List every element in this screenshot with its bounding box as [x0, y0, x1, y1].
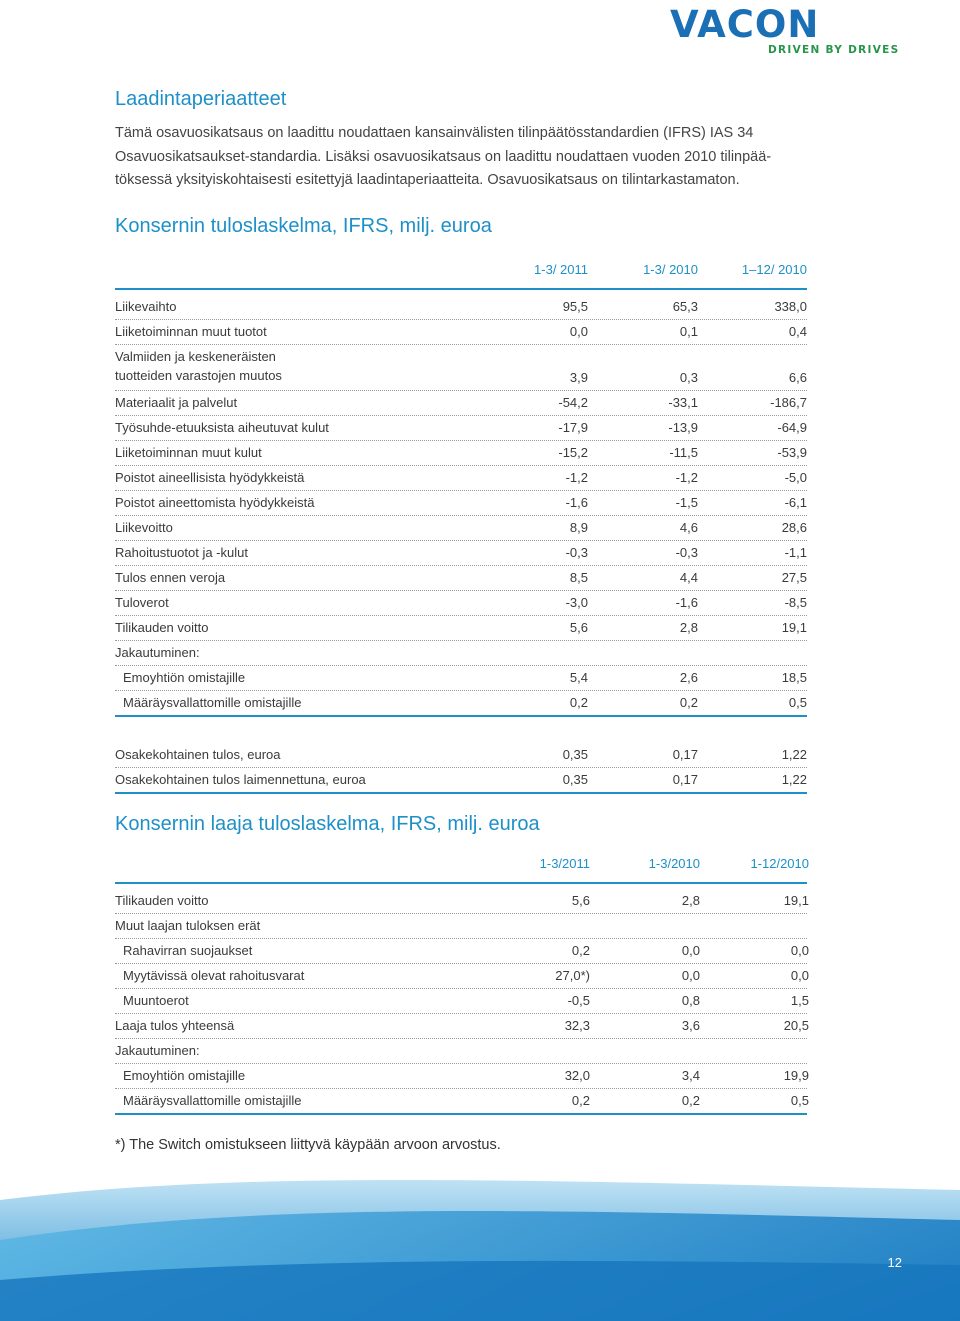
cell-value: 5,6: [569, 620, 588, 635]
cell-value: 5,4: [569, 670, 588, 685]
cell-value: 0,35: [562, 747, 588, 762]
cell-value: -1,6: [675, 595, 698, 610]
cell-value: -53,9: [777, 445, 807, 460]
row-label: Tulos ennen veroja: [115, 570, 226, 585]
row-label: Liiketoiminnan muut kulut: [115, 445, 262, 460]
logo-wordmark: VACON: [670, 4, 820, 46]
cell-value: 8,9: [569, 520, 588, 535]
intro-line: Osavuosikatsaukset-standardia. Lisäksi osavuosikatsaus on laadittu noudattaen vuoden 2010 tilinpää-: [115, 148, 772, 165]
column-header: 1-3/ 2010: [643, 262, 698, 277]
cell-value: -0,5: [567, 993, 590, 1008]
cell-value: 0,0: [569, 324, 588, 339]
page-number: 12: [887, 1255, 902, 1270]
comprehensive-income-table: [115, 856, 807, 1115]
table-row: [115, 691, 807, 717]
row-label: Materiaalit ja palvelut: [115, 395, 238, 410]
cell-value: 0,17: [672, 772, 698, 787]
cell-value: 0,5: [788, 695, 807, 710]
cell-value: 6,6: [788, 370, 807, 385]
table-header: [115, 856, 807, 884]
cell-value: -186,7: [770, 395, 807, 410]
cell-value: 1,5: [790, 993, 809, 1008]
cell-value: 0,0: [681, 943, 700, 958]
cell-value: 0,3: [679, 370, 698, 385]
table-row: [115, 964, 807, 989]
table-row: [115, 345, 807, 391]
cell-value: -0,3: [565, 545, 588, 560]
cell-value: -64,9: [777, 420, 807, 435]
cell-value: 0,2: [571, 943, 590, 958]
table-row: [115, 616, 807, 641]
cell-value: -1,5: [675, 495, 698, 510]
cell-value: 0,5: [790, 1093, 809, 1108]
cell-value: 27,0*): [555, 968, 590, 983]
column-header: 1-12/2010: [750, 856, 809, 871]
cell-value: 8,5: [569, 570, 588, 585]
cell-value: -3,0: [565, 595, 588, 610]
table-row: [115, 743, 807, 768]
row-label: Jakautuminen:: [115, 645, 200, 660]
cell-value: 0,17: [672, 747, 698, 762]
table-row: [115, 516, 807, 541]
table-row: [115, 466, 807, 491]
cell-value: -17,9: [558, 420, 588, 435]
table-row: [115, 491, 807, 516]
row-label: Määräysvallattomille omistajille: [123, 695, 302, 710]
table-row: [115, 914, 807, 939]
row-label: Tuloverot: [115, 595, 169, 610]
table-row: [115, 1089, 807, 1115]
table-row: [115, 416, 807, 441]
cell-value: 3,9: [569, 370, 588, 385]
table-header: [115, 262, 807, 290]
row-label: Tilikauden voitto: [115, 620, 209, 635]
cell-value: 0,2: [569, 695, 588, 710]
column-header: 1-3/ 2011: [534, 262, 588, 277]
table-row: [115, 441, 807, 466]
cell-value: -54,2: [558, 395, 588, 410]
cell-value: 3,6: [681, 1018, 700, 1033]
cell-value: 27,5: [781, 570, 807, 585]
table-row: [115, 939, 807, 964]
cell-value: -15,2: [558, 445, 588, 460]
row-label: Liikevaihto: [115, 299, 177, 314]
row-label: Osakekohtainen tulos, euroa: [115, 747, 281, 762]
cell-value: 20,5: [783, 1018, 809, 1033]
cell-value: 19,1: [783, 893, 809, 908]
table-row: [115, 1014, 807, 1039]
row-label: Rahavirran suojaukset: [123, 943, 253, 958]
cell-value: 4,6: [679, 520, 698, 535]
cell-value: 0,1: [679, 324, 698, 339]
intro-line: töksessä yksityiskohtaisesti esitettyjä laadintaperiaatteita. Osavuosikatsaus on tilintarkastamaton.: [115, 172, 740, 188]
cell-value: -33,1: [668, 395, 698, 410]
cell-value: 0,0: [790, 943, 809, 958]
cell-value: -5,0: [784, 470, 807, 485]
row-label: Emoyhtiön omistajille: [123, 670, 246, 685]
cell-value: 3,4: [681, 1068, 700, 1083]
cell-value: 4,4: [679, 570, 698, 585]
table-row: [115, 1039, 807, 1064]
table-row: [115, 591, 807, 616]
table-row: [115, 391, 807, 416]
cell-value: 5,6: [571, 893, 590, 908]
row-label-line: Valmiiden ja keskeneräisten: [115, 349, 276, 364]
row-label: Poistot aineettomista hyödykkeistä: [115, 495, 315, 510]
row-label: Työsuhde-etuuksista aiheutuvat kulut: [115, 420, 329, 435]
table-row: [115, 1064, 807, 1089]
row-label: [115, 347, 282, 385]
cell-value: -8,5: [784, 595, 807, 610]
row-label-line: tuotteiden varastojen muutos: [115, 368, 282, 383]
footer-wave-band: [0, 1170, 960, 1321]
cell-value: 32,0: [564, 1068, 590, 1083]
footnote: *) The Switch omistukseen liittyvä käypään arvoon arvostus.: [115, 1137, 501, 1153]
cell-value: 0,2: [681, 1093, 700, 1108]
cell-value: -1,2: [675, 470, 698, 485]
cell-value: -0,3: [675, 545, 698, 560]
intro-paragraph: [115, 122, 825, 193]
row-label: Myytävissä olevat rahoitusvarat: [123, 968, 305, 983]
cell-value: 2,8: [679, 620, 698, 635]
row-label: Jakautuminen:: [115, 1043, 200, 1058]
table-row: [115, 768, 807, 794]
cell-value: 18,5: [781, 670, 807, 685]
cell-value: 2,8: [681, 893, 700, 908]
row-label: Liikevoitto: [115, 520, 173, 535]
cell-value: 0,35: [562, 772, 588, 787]
cell-value: 1,22: [781, 747, 807, 762]
table-row: [115, 295, 807, 320]
row-label: Tilikauden voitto: [115, 893, 209, 908]
cell-value: 65,3: [672, 299, 698, 314]
cell-value: 19,1: [781, 620, 807, 635]
cell-value: -1,1: [784, 545, 807, 560]
row-label: Emoyhtiön omistajille: [123, 1068, 246, 1083]
vacon-logo: [668, 4, 900, 56]
cell-value: 32,3: [564, 1018, 590, 1033]
cell-value: 1,22: [781, 772, 807, 787]
section-heading-principles: Laadintaperiaatteet: [115, 88, 287, 110]
row-label: Rahoitustuotot ja -kulut: [115, 545, 248, 560]
row-label: Osakekohtainen tulos laimennettuna, euroa: [115, 772, 366, 787]
cell-value: -1,6: [565, 495, 588, 510]
section-heading-income-statement: Konsernin tuloslaskelma, IFRS, milj. euroa: [115, 215, 492, 237]
logo-tagline: DRIVEN BY DRIVES: [768, 44, 900, 56]
cell-value: 338,0: [774, 299, 807, 314]
cell-value: 19,9: [783, 1068, 809, 1083]
cell-value: 0,0: [790, 968, 809, 983]
cell-value: 0,0: [681, 968, 700, 983]
cell-value: 0,2: [571, 1093, 590, 1108]
row-label: Liiketoiminnan muut tuotot: [115, 324, 267, 339]
cell-value: 28,6: [781, 520, 807, 535]
cell-value: 0,4: [788, 324, 807, 339]
row-label: Muut laajan tuloksen erät: [115, 918, 261, 933]
row-label: Määräysvallattomille omistajille: [123, 1093, 302, 1108]
row-label: Poistot aineellisista hyödykkeistä: [115, 470, 305, 485]
cell-value: 0,8: [681, 993, 700, 1008]
table-row: [115, 320, 807, 345]
intro-line: Tämä osavuosikatsaus on laadittu noudattaen kansainvälisten tilinpäätösstandardien (IFRS) IAS 34: [115, 125, 754, 141]
column-header: 1-3/2011: [539, 856, 590, 871]
column-header: 1-3/2010: [648, 856, 700, 871]
cell-value: -6,1: [784, 495, 807, 510]
cell-value: 2,6: [679, 670, 698, 685]
cell-value: -11,5: [669, 445, 698, 460]
cell-value: -13,9: [668, 420, 698, 435]
income-statement-table: [115, 262, 807, 794]
column-header: 1–12/ 2010: [741, 262, 807, 277]
cell-value: 95,5: [562, 299, 588, 314]
table-row: [115, 666, 807, 691]
row-label: Laaja tulos yhteensä: [115, 1018, 235, 1033]
table-row: [115, 641, 807, 666]
table-row: [115, 566, 807, 591]
table-row: [115, 541, 807, 566]
table-row: [115, 989, 807, 1014]
cell-value: 0,2: [679, 695, 698, 710]
row-label: Muuntoerot: [123, 993, 189, 1008]
section-heading-comprehensive-income: Konsernin laaja tuloslaskelma, IFRS, milj. euroa: [115, 813, 540, 835]
table-row: [115, 889, 807, 914]
cell-value: -1,2: [565, 470, 588, 485]
